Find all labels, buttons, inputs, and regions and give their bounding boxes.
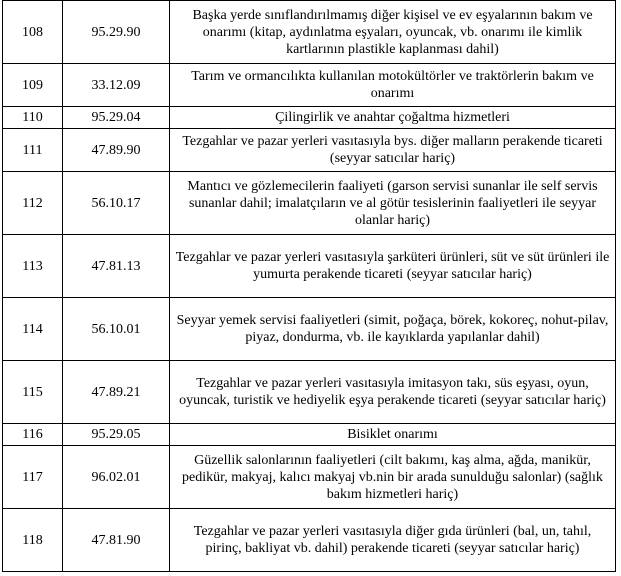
table-row	[3, 424, 616, 446]
row-number: 115	[3, 361, 63, 424]
row-number: 114	[3, 298, 63, 361]
table-row	[3, 129, 616, 172]
activity-description: Tezgahlar ve pazar yerleri vasıtasıyla diğer gıda ürünleri (bal, un, tahıl, pirinç, bakliyat vb. dahil) perakende ticareti (seyyar satıcılar hariç)	[170, 509, 616, 572]
activity-code: 33.12.09	[63, 64, 170, 107]
table-row	[3, 64, 616, 107]
activity-code: 47.81.90	[63, 509, 170, 572]
activity-description: Tezgahlar ve pazar yerleri vasıtasıyla imitasyon takı, süs eşyası, oyun, oyuncak, turistik ve hediyelik eşya perakende ticareti (seyyar satıcılar hariç)	[170, 361, 616, 424]
activity-code: 47.89.21	[63, 361, 170, 424]
row-number: 118	[3, 509, 63, 572]
activity-description: Seyyar yemek servisi faaliyetleri (simit, poğaça, börek, kokoreç, nohut-pilav, piyaz, dondurma, vb. ile kayıklarda yapılanlar dahil)	[170, 298, 616, 361]
activity-description: Tezgahlar ve pazar yerleri vasıtasıyla bys. diğer malların perakende ticareti (seyyar satıcılar hariç)	[170, 129, 616, 172]
activity-description: Tarım ve ormancılıkta kullanılan motokültörler ve traktörlerin bakım ve onarımı	[170, 64, 616, 107]
activity-description: Güzellik salonlarının faaliyetleri (cilt bakımı, kaş alma, ağda, manikür, pedikür, makyaj, kalıcı makyaj vb.nin bir arada sunulduğu salonlar) (sağlık bakım hizmetleri hariç)	[170, 446, 616, 509]
row-number: 116	[3, 424, 63, 446]
activity-description: Bisiklet onarımı	[170, 424, 616, 446]
table-row	[3, 235, 616, 298]
activity-code: 95.29.90	[63, 1, 170, 64]
row-number: 113	[3, 235, 63, 298]
table-row	[3, 509, 616, 572]
activity-description: Mantıcı ve gözlemecilerin faaliyeti (garson servisi sunanlar ile self servis sunanlar dahil; imalatçıların ve al götür tesislerinin faaliyetleri ile seyyar olanlar hariç)	[170, 172, 616, 235]
row-number: 117	[3, 446, 63, 509]
row-number: 108	[3, 1, 63, 64]
table-row	[3, 107, 616, 129]
activity-code: 47.81.13	[63, 235, 170, 298]
row-number: 112	[3, 172, 63, 235]
table-row	[3, 1, 616, 64]
activity-description: Tezgahlar ve pazar yerleri vasıtasıyla şarküteri ürünleri, süt ve süt ürünleri ile yumurta perakende ticareti (seyyar satıcılar hariç)	[170, 235, 616, 298]
activity-description: Başka yerde sınıflandırılmamış diğer kişisel ve ev eşyalarının bakım ve onarımı (kitap, aydınlatma eşyaları, oyuncak, vb. onarımı ile kimlik kartlarının plastikle kaplanması dahil)	[170, 1, 616, 64]
row-number: 109	[3, 64, 63, 107]
table-row	[3, 298, 616, 361]
activity-code: 95.29.05	[63, 424, 170, 446]
activity-code: 47.89.90	[63, 129, 170, 172]
row-number: 111	[3, 129, 63, 172]
table-row	[3, 446, 616, 509]
table-row	[3, 172, 616, 235]
activity-code: 56.10.17	[63, 172, 170, 235]
activity-code: 96.02.01	[63, 446, 170, 509]
table-row	[3, 361, 616, 424]
row-number: 110	[3, 107, 63, 129]
activity-code-table	[2, 0, 616, 572]
activity-code: 95.29.04	[63, 107, 170, 129]
activity-code: 56.10.01	[63, 298, 170, 361]
activity-description: Çilingirlik ve anahtar çoğaltma hizmetleri	[170, 107, 616, 129]
